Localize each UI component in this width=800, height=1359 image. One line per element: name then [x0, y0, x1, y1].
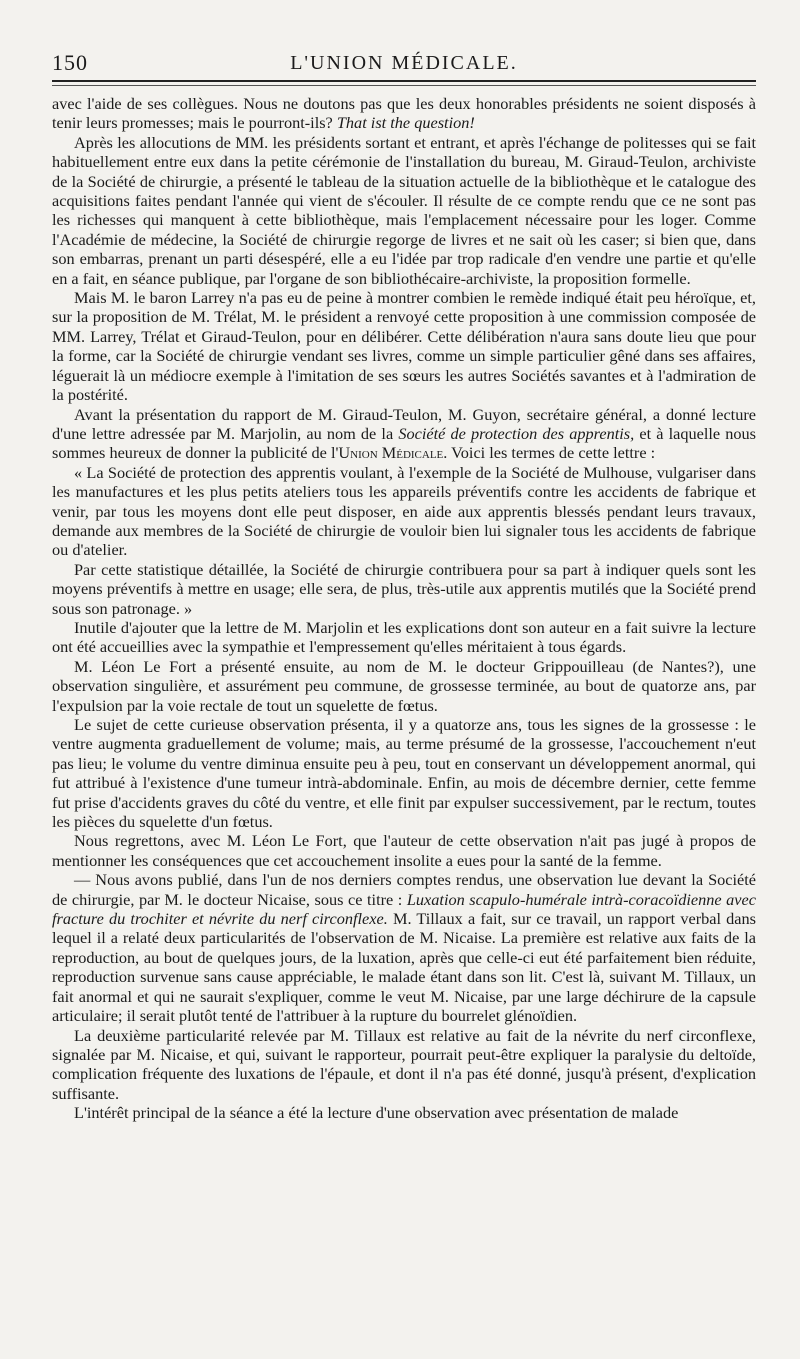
paragraph — [52, 618, 756, 657]
paragraph — [52, 657, 756, 715]
italic-text: Société de protection des apprentis, — [398, 423, 635, 443]
running-title: L'UNION MÉDICALE. — [290, 52, 518, 74]
paragraph-text: L'intérêt principal de la séance a été la lecture d'une observation avec présentation de malade — [74, 1103, 679, 1123]
paragraph — [52, 288, 756, 404]
paragraph — [52, 1026, 756, 1104]
paragraph-text: Mais M. le baron Larrey n'a pas eu de peine à montrer combien le remède indiqué était peu héroïque, et, sur la proposition de M. Trélat, M. le président a renvoyé cette proposition à une commission composée de MM. Larrey, Trélat et Giraud-Teulon, pour en délibérer. Cette délibération n'aura sans doute lieu que pour la forme, car la Société de chirurgie vendant ses livres, comme un simple particulier gêné dans ses affaires, léguerait là un médiocre exemple à l'imitation de ses sœurs les autres Sociétés savantes et à l'admiration de la postérité. — [52, 288, 756, 405]
paragraph-text: « La Société de protection des apprentis voulant, à l'exemple de la Société de Mulhouse, vulgariser dans les manufactures et les plus petits ateliers tous les appareils préventifs contre les accidents de fabrique et venir, par tous les moyens dont elle peut disposer, en aide aux apprentis blessés pendant leurs travaux, demande aux membres de la Société de chirurgie de vouloir bien lui signaler tous les accidents de fabrique ou d'atelier. — [52, 462, 756, 560]
paragraph-text: Par cette statistique détaillée, la Société de chirurgie contribuera pour sa part à indiquer quels sont les moyens préventifs à mettre en usage; elle sera, de plus, très-utile aux apprentis mutilés que la Société prend sous son patronage. » — [52, 559, 756, 618]
header-rule — [52, 85, 756, 86]
paragraph — [52, 560, 756, 618]
article-body — [52, 94, 756, 1123]
paragraph-text: . Voici les termes de cette lettre : — [443, 443, 656, 463]
paragraph-text: Inutile d'ajouter que la lettre de M. Marjolin et les explications dont son auteur en a fait suivre la lecture ont été accueillies avec la sympathie et l'empressement qu'elles méritaient à tous égards. — [52, 617, 756, 657]
paragraph — [52, 870, 756, 1025]
paragraph-text: Après les allocutions de MM. les présidents sortant et entrant, et après l'échange de politesses qui se fait habituellement entre eux dans la petite cérémonie de l'installation du bureau, M. Giraud-Teulon, archiviste de la Société de chirurgie, a présenté le tableau de la situation actuelle de la bibliothèque et le catalogue des acquisitions faites pendant l'année qui vient de s'écouler. Il résulte de ce compte rendu que ce ne sont pas les richesses qui manquent à cette bibliothèque, mais l'emplacement nécessaire pour les loger. Comme l'Académie de médecine, la Société de chirurgie regorge de livres et ne sait où les caser; si bien que, dans son embarras, prenant un parti désespéré, elle a eu l'idée par trop radicale d'en vendre une partie et qu'elle en a fait, en séance publique, par l'organe de son bibliothécaire-archiviste, la proposition formelle. — [52, 132, 756, 288]
italic-text: Luxation scapulo-humérale intrà-coracoïdienne avec fracture du trochiter et névrite du nerf circonflexe. — [52, 889, 756, 929]
page-number: 150 — [52, 50, 88, 75]
paragraph-text: Avant la présentation du rapport de M. Giraud-Teulon, M. Guyon, secrétaire général, a donné lecture d'une lettre adressée par M. Marjolin, au nom de la — [52, 404, 756, 443]
paragraph-text: avec l'aide de ses collègues. Nous ne doutons pas que les deux honorables présidents ne soient disposés à tenir leurs promesses; mais le pourront-ils? — [52, 94, 756, 133]
paragraph-text: et à laquelle nous sommes heureux de donner la publicité de l' — [52, 423, 757, 463]
running-header — [52, 50, 756, 82]
paragraph — [52, 133, 756, 288]
smallcaps-text: Union Médicale — [338, 443, 444, 463]
paragraph-text: Nous regrettons, avec M. Léon Le Fort, que l'auteur de cette observation n'ait pas jugé à propos de mentionner les conséquences que cet accouchement insolite a eues pour la santé de la femme. — [52, 831, 756, 870]
paragraph — [52, 715, 756, 831]
paragraph-text: M. Léon Le Fort a présenté ensuite, au nom de M. le docteur Grippouilleau (de Nantes?), une observation singulière, et assurément peu commune, de grossesse terminée, au bout de quatorze ans, par l'expulsion par la voie rectale de tout un squelette de fœtus. — [52, 656, 756, 715]
paragraph-text: — Nous avons publié, dans l'un de nos derniers comptes rendus, une observation lue devant la Société de chirurgie, par M. le docteur Nicaise, sous ce titre : — [52, 870, 756, 909]
italic-text: That ist the question! — [336, 113, 475, 133]
paragraph — [52, 1103, 756, 1122]
paragraph-text: La deuxième particularité relevée par M. Tillaux est relative au fait de la névrite du nerf circonflexe, signalée par M. Nicaise, et qui, suivant le rapporteur, pourrait peut-être expliquer la paralysie du deltoïde, complication fréquente des luxations de l'épaule, et dont il n'a pas été donné, jusqu'à présent, d'explication suffisante. — [52, 1025, 756, 1103]
paragraph-text: M. Tillaux a fait, sur ce travail, un rapport verbal dans lequel il a relaté deux particularités de l'observation de M. Nicaise. La première est relative aux faits de la reproduction, au bout de quelques jours, de la luxation, après que celle-ci eut été parfaitement bien réduite, reproduction survenue sans cause appréciable, le malade étant dans son lit. C'est là, suivant M. Tillaux, un fait anormal et qui ne saurait s'expliquer, comme le veut M. Nicaise, par une large déchirure de la capsule articulaire; il serait plutôt tenté de l'attribuer à la rupture du bourrelet glénoïdien. — [52, 909, 756, 1026]
paragraph — [52, 405, 756, 463]
paragraph — [52, 831, 756, 870]
paragraph — [52, 94, 756, 133]
paragraph — [52, 463, 756, 560]
paragraph-text: Le sujet de cette curieuse observation présenta, il y a quatorze ans, tous les signes de la grossesse : le ventre augmenta graduellement de volume; mais, au terme présumé de la grossesse, l'accouchement n'eut pas lieu; le volume du ventre diminua ensuite peu à peu, tout en conservant un développement anormal, qui fut attribué à l'existence d'une tumeur intrà-abdominale. Enfin, au mois de décembre dernier, cette femme fut prise d'accidents graves du côté du ventre, et elle finit par expulser successivement, par le rectum, toutes les pièces du squelette d'un fœtus. — [52, 715, 756, 832]
